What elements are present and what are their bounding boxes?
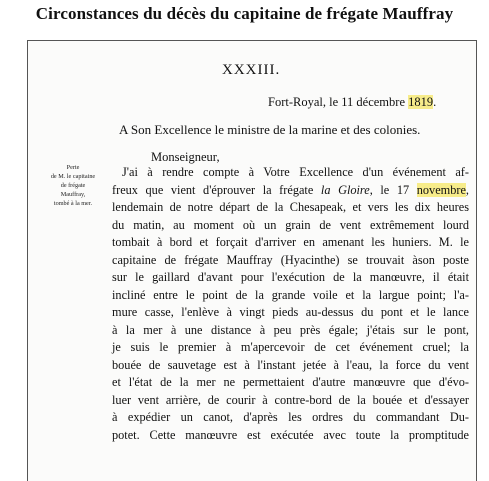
dateline-place-date: Fort-Royal, le 11 décembre xyxy=(268,95,409,109)
body-line: lendemain de notre départ de la Chesapeak, et vers les dix heures xyxy=(112,200,469,214)
body-line: incliné entre le point de la grande voile et la largue point; l'a- xyxy=(112,287,469,302)
margin-note xyxy=(39,163,107,208)
body-line: capitaine de frégate Mauffray (Hyacinthe) se trouvait àson poste xyxy=(112,252,469,267)
letter-body xyxy=(112,164,469,444)
letter-address: A Son Excellence le ministre de la marine et des colonies. xyxy=(119,122,421,137)
body-line: je suis le premier à m'apercevoir de cet événement cruel; la xyxy=(112,340,469,354)
highlighted-month: novembre xyxy=(416,182,466,197)
body-line: J'ai à rendre compte à Votre Excellence d'un événement af- xyxy=(122,165,469,179)
margin-note-line: tombé à la mer. xyxy=(53,200,93,207)
letter-salutation: Monseigneur, xyxy=(151,150,220,164)
ship-name: la Gloire xyxy=(320,182,370,197)
margin-note-line: Perte xyxy=(66,164,80,171)
body-fragment: , le 17 xyxy=(369,182,417,197)
body-line: du matin, au moment où un grain de vent extrêmement lourd xyxy=(112,217,469,232)
chapter-number: XXXIII. xyxy=(222,62,281,78)
body-line xyxy=(112,182,469,200)
letter-dateline xyxy=(268,95,436,110)
body-line: et l'état de la mer ne permettaient d'autre manœuvre que d'évo- xyxy=(112,375,469,389)
margin-note-line: Mauffray, xyxy=(60,191,86,198)
body-line: à expédier un canot, d'après les ordres du commandant Du- xyxy=(112,410,469,424)
body-line: tombait à bord et forçait d'arriver en amenant les huniers. M. le xyxy=(112,235,469,249)
dateline-end: . xyxy=(433,95,437,109)
body-line: luer vent arrière, de courir à contre-bord de la bouée et d'essayer xyxy=(112,392,469,407)
body-fragment: , xyxy=(465,182,469,197)
document-heading: Circonstances du décès du capitaine de frégate Mauffray xyxy=(35,4,454,23)
dateline-year: 1819 xyxy=(408,95,434,109)
body-line: bouée de sauvetage est à l'instant jetée à l'eau, la force du vent xyxy=(112,357,469,372)
body-line: à la mer à une distance à peu près égale; j'étais sur le pont, xyxy=(112,322,469,337)
margin-note-line: de frégate xyxy=(60,182,86,189)
body-line: potet. Cette manœuvre est exécutée avec toute la promptitude xyxy=(112,427,469,442)
margin-note-line: de M. le capitaine xyxy=(50,173,96,180)
body-line: mure casse, l'enlève à vingt pieds au-dessus du pont et le lance xyxy=(112,305,469,319)
body-line: sur le gaillard d'avant pour l'exécution de la manœuvre, il était xyxy=(112,270,469,284)
body-fragment: freux que vient d'éprouver la frégate xyxy=(112,182,321,197)
